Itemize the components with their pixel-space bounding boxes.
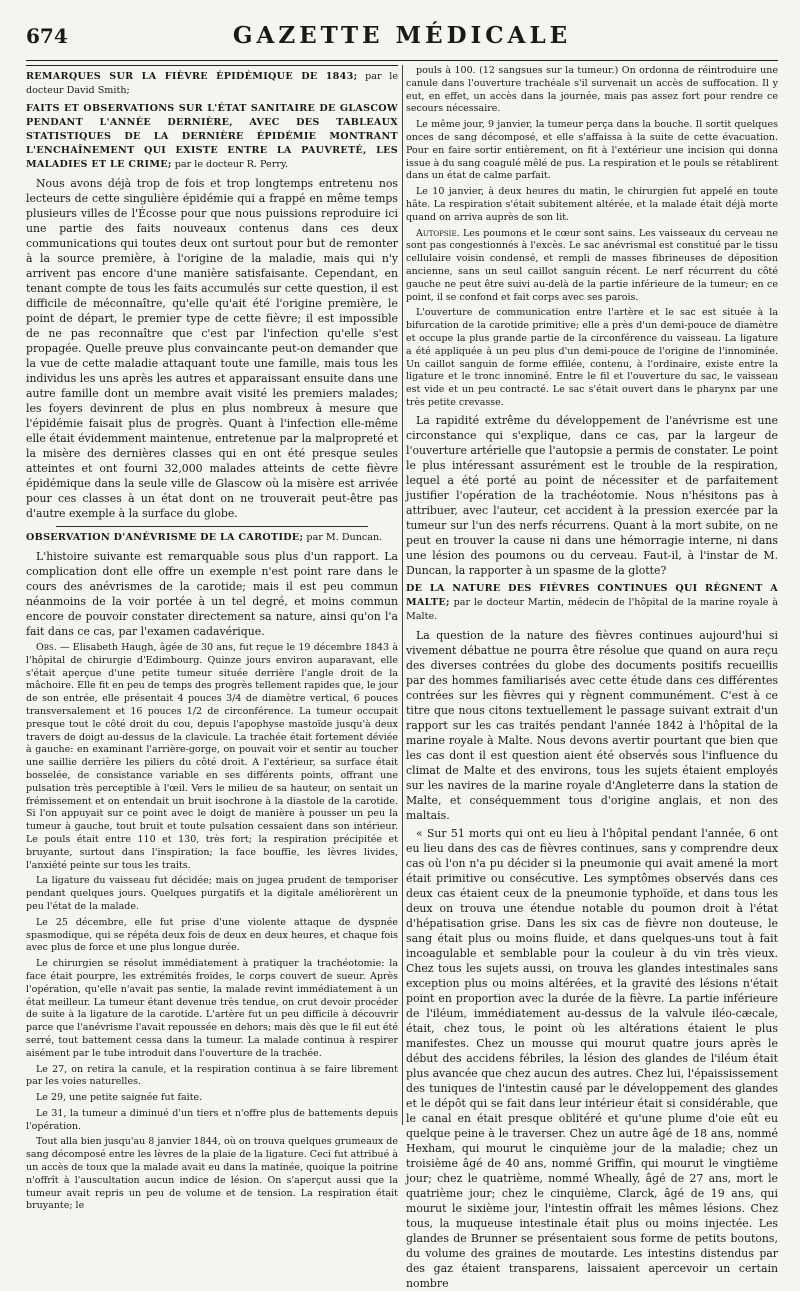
paragraph: Le chirurgien se résolut immédiatement à pratiquer la trachéotomie: la face était pourpre, les extrémités froides, le corps couvert de sueur. Après l'opération, qu'elle n'avait pas sentie, la malade revint immédiatement à un état meilleur. La tumeur étant devenue très tendue, on crut devoir procéder de suite à la ligature de la carotide. L'artère fut un peu difficile à découvrir parce que l'anévrisme l'avait repoussée en dehors; mais dès que le fil eut été serré, tout battement cessa dans la tumeur. La malade continua à respirer aisément par le tube introduit dans l'ouverture de la trachée. [26,958,398,1059]
heading-caps: DE LA NATURE DES FIÈVRES CONTINUES QUI RÈGNENT A MALTE; [406,582,778,608]
observation-text: Elisabeth Haugh, âgée de 30 ans, fut reçue le 19 décembre 1843 à l'hôpital de chirurgie d'Edimbourg. Quinze jours environ auparavant, elle s'était aperçue d'une petite tumeur située derrière l'angle droit de la mâchoire. Elle fit en peu de temps des progrès tellement rapides que, le jour de son entrée, elle présentait 4 pouces 3/4 de diamètre vertical, 6 pouces transversalement et 16 pouces 1/2 de circonférence. La tumeur occupait presque tout le côté droit du cou, depuis l'apophyse mastoïde jusqu'à deux travers de doigt au-dessus de la clavicule. La trachée était fortement déviée à gauche: en examinant l'arrière-gorge, on pouvait voir et sentir au toucher une saillie derrière les piliers du côté droit. A l'extérieur, sa surface était bosselée, de consistance variable en ses différents points, offrant une pulsation très perceptible à l'œil. Vers le milieu de sa hauteur, on sentait un frémissement et on entendait un bruit isochrone à la diastole de la carotide. Si l'on appuyait sur ce point avec le doigt de manière à pousser un peu la tumeur à gauche, tout bruit et toute pulsation cessaient dans son intérieur. Le pouls était entre 110 et 130, très fort; la respiration précipitée et bruyante, surtout dans l'inspiration; la face bouffie, les lèvres livides, l'anxiété peinte sur tous les traits. [26,642,398,871]
autopsy-text: Les poumons et le cœur sont sains. Les vaisseaux du cerveau ne sont pas congestionnés à l'excès. Le sac anévrismal est constitué par le tissu cellulaire voisin condensé, et rempli de masses fibrineuses de déposition ancienne, sans un seul caillot sanguin récent. Le nerf récurrent du côté gauche ne peut être suivi au-delà de la partie inférieure de la tumeur; en ce point, il se confond et fait corps avec ses parois. [406,227,778,303]
paragraph: L'ouverture de communication entre l'artère et le sac est située à la bifurcation de la carotide primitive; elle a près d'un demi-pouce de diamètre et occupe la plus grande partie de la circonférence du vaisseau. La ligature a été appliquée à un peu plus d'un demi-pouce de l'origine de l'innominée. Un caillot sanguin de forme effilée, contenu, à l'ordinaire, existe entre la ligature et le tronc innominé. Entre le fil et l'ouverture du sac, le vaisseau est vide et un peu contracté. Le sac s'était ouvert dans le pharynx par une très petite crevasse. [406,307,778,408]
paragraph: La rapidité extrême du développement de l'anévrisme est une circonstance qui s'explique, dans ce cas, par la largeur de l'ouverture artérielle que l'autopsie a permis de constater. Le point le plus intéressant assurément est le trouble de la respiration, lequel a été porté au point de nécessiter et de parfaitement justifier l'opération de la trachéotomie. Nous n'hésitons pas à attribuer, avec l'auteur, cet accident à la pression exercée par la tumeur sur l'un des nerfs récurrens. Quant à la mort subite, on ne peut en trouver la cause ni dans une hémorragie interne, ni dans une lésion des poumons ou du cerveau. Faut-il, à l'instar de M. Duncan, la rapporter à un spasme de la glotte? [406,413,778,577]
heading-caps: REMARQUES SUR LA FIÈVRE ÉPIDÉMIQUE DE 1843; [26,71,358,82]
paragraph: Nous avons déjà trop de fois et trop longtemps entretenu nos lecteurs de cette singulière épidémie qui a frappé en même temps plusieurs villes de l'Écosse pour que nous puissions reproduire ici une partie des faits nouveaux contenus dans ces deux communications qui toutes deux ont surtout pour but de remonter à la source première, à l'origine de la maladie, mais qui n'y arrivent pas encore d'une manière satisfaisante. Cependant, en tenant compte de tous les faits accumulés sur cette question, il est difficile de méconnaître, qu'elle qu'ait été l'origine première, le point de départ, le premier type de cette fièvre; il est impossible de ne pas reconnaître que c'est par l'infection qu'elle s'est propagée. Quelle preuve plus convaincante peut-on demander que la vue de cette maladie attaquant toute une famille, mais tous les individus les uns après les autres et apparaissant ensuite dans une autre famille dont un membre avait visité les premiers malades; les foyers devinrent de plus en plus nombreux à mesure que l'épidémie faisait plus de progrès. Quant à l'infection elle-même elle était évidemment maintenue, entretenue par la malpropreté et la misère des dernières classes qui en ont été presque seules atteintes et ont fourni 32,000 malades atteints de cette fièvre épidémique dans la seule ville de Glascow où la misère est arrivée pour ces classes à un état dont on ne trouverait peut-être pas d'autre exemple à la surface du globe. [26,177,398,520]
article-heading-glascow [26,102,398,172]
section-divider [56,526,368,527]
article-heading-aneurysm [26,531,398,545]
heading-author: par le docteur Martin, médecin de l'hôpital de la marine royale à Malte. [406,596,778,622]
paragraph: La ligature du vaisseau fut décidée; mais on jugea prudent de temporiser pendant quelques jours. Quelques purgatifs et la digitale améliorèrent un peu l'état de la malade. [26,875,398,912]
paragraph: Le 31, la tumeur a diminué d'un tiers et n'offre plus de battements depuis l'opération. [26,1107,398,1132]
page-number: 674 [26,24,68,48]
journal-title: GAZETTE MÉDICALE [232,22,572,49]
quoted-report: « Sur 51 morts qui ont eu lieu à l'hôpital pendant l'année, 6 ont eu lieu dans des cas de fièvres continues, sans y comprendre deux cas où l'on n'a pu décider si la pneumonie qui avait amené la mort était primitive ou consécutive. Les symptômes observés dans ces deux cas étaient ceux de la pneumonie typhoïde, et dans tous les deux on trouva une étendue notable du poumon droit à l'état d'hépatisation grise. Dans les six cas de fièvre non douteuse, le sang était plus ou moins fluide, et dans quelques-uns tout à fait incoagulable et semblable pour la couleur à du vin très vieux. Chez tous les sujets aussi, on trouva les glandes intestinales sans exception plus ou moins altérées, et la gravité des lésions n'était point en proportion avec la durée de la fièvre. La partie inférieure de l'iléum, immédiatement au-dessus de la valvule iléo-cæcale, était, chez tous, le point où les altérations étaient le plus manifestes. Chez un mousse qui mourut quatre jours après le début des accidens fébriles, la lésion des glandes de l'iléum était plus avancée que chez aucun des autres. Chez lui, l'épaississement des tuniques de l'intestin causé par le développement des glandes et le dépôt qui se fait dans leur intérieur était si considérable, que le canal en était presque oblitéré et qu'une plume d'oie eût eu quelque peine à le traverser. Chez un autre âgé de 18 ans, nommé Hexham, qui mourut le cinquième jour de la maladie; chez un troisième âgé de 40 ans, nommé Griffin, qui mourut le vingtième jour; chez le quatrième, nommé Wheally, âgé de 27 ans, mort le quatrième jour; chez le cinquième, Clarck, âgé de 19 ans, qui mourut le sixième jour, l'intestin offrait les mêmes lésions. Chez tous, la muqueuse intestinale était plus ou moins injectée. Les glandes de Brunner se présentaient sous forme de petits boutons, du volume des graines de moutarde. Les intestins distendus par des gaz étaient transparens, laissaient apercevoir un certain nombre [406,826,778,1290]
paragraph: Le 27, on retira la canule, et la respiration continua à se faire librement par les voies naturelles. [26,1063,398,1088]
observation-label: Obs. — [36,642,70,653]
heading-author: par le docteur David Smith; [26,71,398,96]
article-heading-malta [406,582,778,624]
paragraph: Le même jour, 9 janvier, la tumeur perça dans la bouche. Il sortit quelques onces de sang décomposé, et elle s'affaissa à la suite de cette évacuation. Pour en faire sortir entièrement, on fit à l'extérieur une incision qui donna issue à du sang coagulé mêlé de pus. La respiration et le pouls se rétablirent dans un état de calme parfait. [406,119,778,182]
paragraph: pouls à 100. (12 sangsues sur la tumeur.) On ordonna de réintroduire une canule dans l'ouverture trachéale s'il survenait un accès de suffocation. Il y eut, en effet, un accès dans la journée, mais pas assez fort pour rendre ce secours nécessaire. [406,65,778,115]
paragraph: Tout alla bien jusqu'au 8 janvier 1844, où on trouva quelques grumeaux de sang décomposé entre les lèvres de la plaie de la ligature. Ceci fut attribué à un accès de toux que la malade avait eu dans la matinée, quoique la poitrine n'offrît à l'auscultation aucun indice de lésion. On s'aperçut aussi que la tumeur avait repris un peu de volume et de tension. La respiration était bruyante; le [26,1136,398,1212]
heading-caps: FAITS ET OBSERVATIONS SUR L'ÉTAT SANITAIRE DE GLASCOW PENDANT L'ANNÉE DERNIÈRE, AVEC DES TABLEAUX STATISTIQUES DE LA DERNIÈRE ÉPIDÉMIE MONTRANT L'ENCHAÎNEMENT QUI EXISTE ENTRE LA PAUVRETÉ, LES MALADIES ET LE CRIME; [26,103,398,170]
paragraph: La question de la nature des fièvres continues aujourd'hui si vivement débattue ne pourra être résolue que quand on aura reçu des diverses contrées du globe des documents positifs recueillis par des hommes familiarisés avec cette étude dans ces différentes contrées sur les fièvres qui y règnent communément. C'est à ce titre que nous citons textuellement le passage suivant extrait d'un rapport sur les cas traités pendant l'année 1842 à l'hôpital de la marine royale à Malte. Nous devons avertir pourtant que bien que les cas dont il est question aient été observés sous l'influence du climat de Malte et des environs, tous les sujets étaient employés sur les navires de la marine royale d'Angleterre dans la station de Malte, et conséquemment tous d'origine anglais, et non des maltais. [406,628,778,822]
paragraph: Le 25 décembre, elle fut prise d'une violente attaque de dyspnée spasmodique, qui se répéta deux fois de deux en deux heures, et chaque fois avec plus de force et une plus longue durée. [26,916,398,954]
paragraph: L'histoire suivante est remarquable sous plus d'un rapport. La complication dont elle offre un exemple n'est point rare dans le cours des anévrismes de la carotide; mais il est peu commun néanmoins de la voir portée à un tel degré, et moins commun encore de pouvoir constater directement sa nature, ainsi qu'on l'a fait dans ce cas, par l'examen cadavérique. [26,550,398,638]
left-column [26,65,398,1212]
article-heading-fever [26,70,398,98]
paragraph: Le 10 janvier, à deux heures du matin, le chirurgien fut appelé en toute hâte. La respiration s'était subitement altérée, et la malade était déjà morte quand on arriva auprès de son lit. [406,186,778,223]
top-rule-left [26,65,398,66]
heading-author: par le docteur R. Perry. [174,159,289,170]
two-column-body [26,65,778,1290]
right-column [406,65,778,1290]
heading-caps: OBSERVATION D'ANÉVRISME DE LA CAROTIDE; [26,532,304,543]
autopsy-paragraph [406,228,778,305]
paragraph: Le 29, une petite saignée fut faite. [36,1092,203,1104]
column-separator [402,65,403,1125]
autopsy-label: Autopsie. [416,227,460,239]
header-rule [26,60,778,61]
observation-paragraph [26,642,398,872]
page-header [26,22,778,60]
heading-author: par M. Duncan. [306,532,383,543]
